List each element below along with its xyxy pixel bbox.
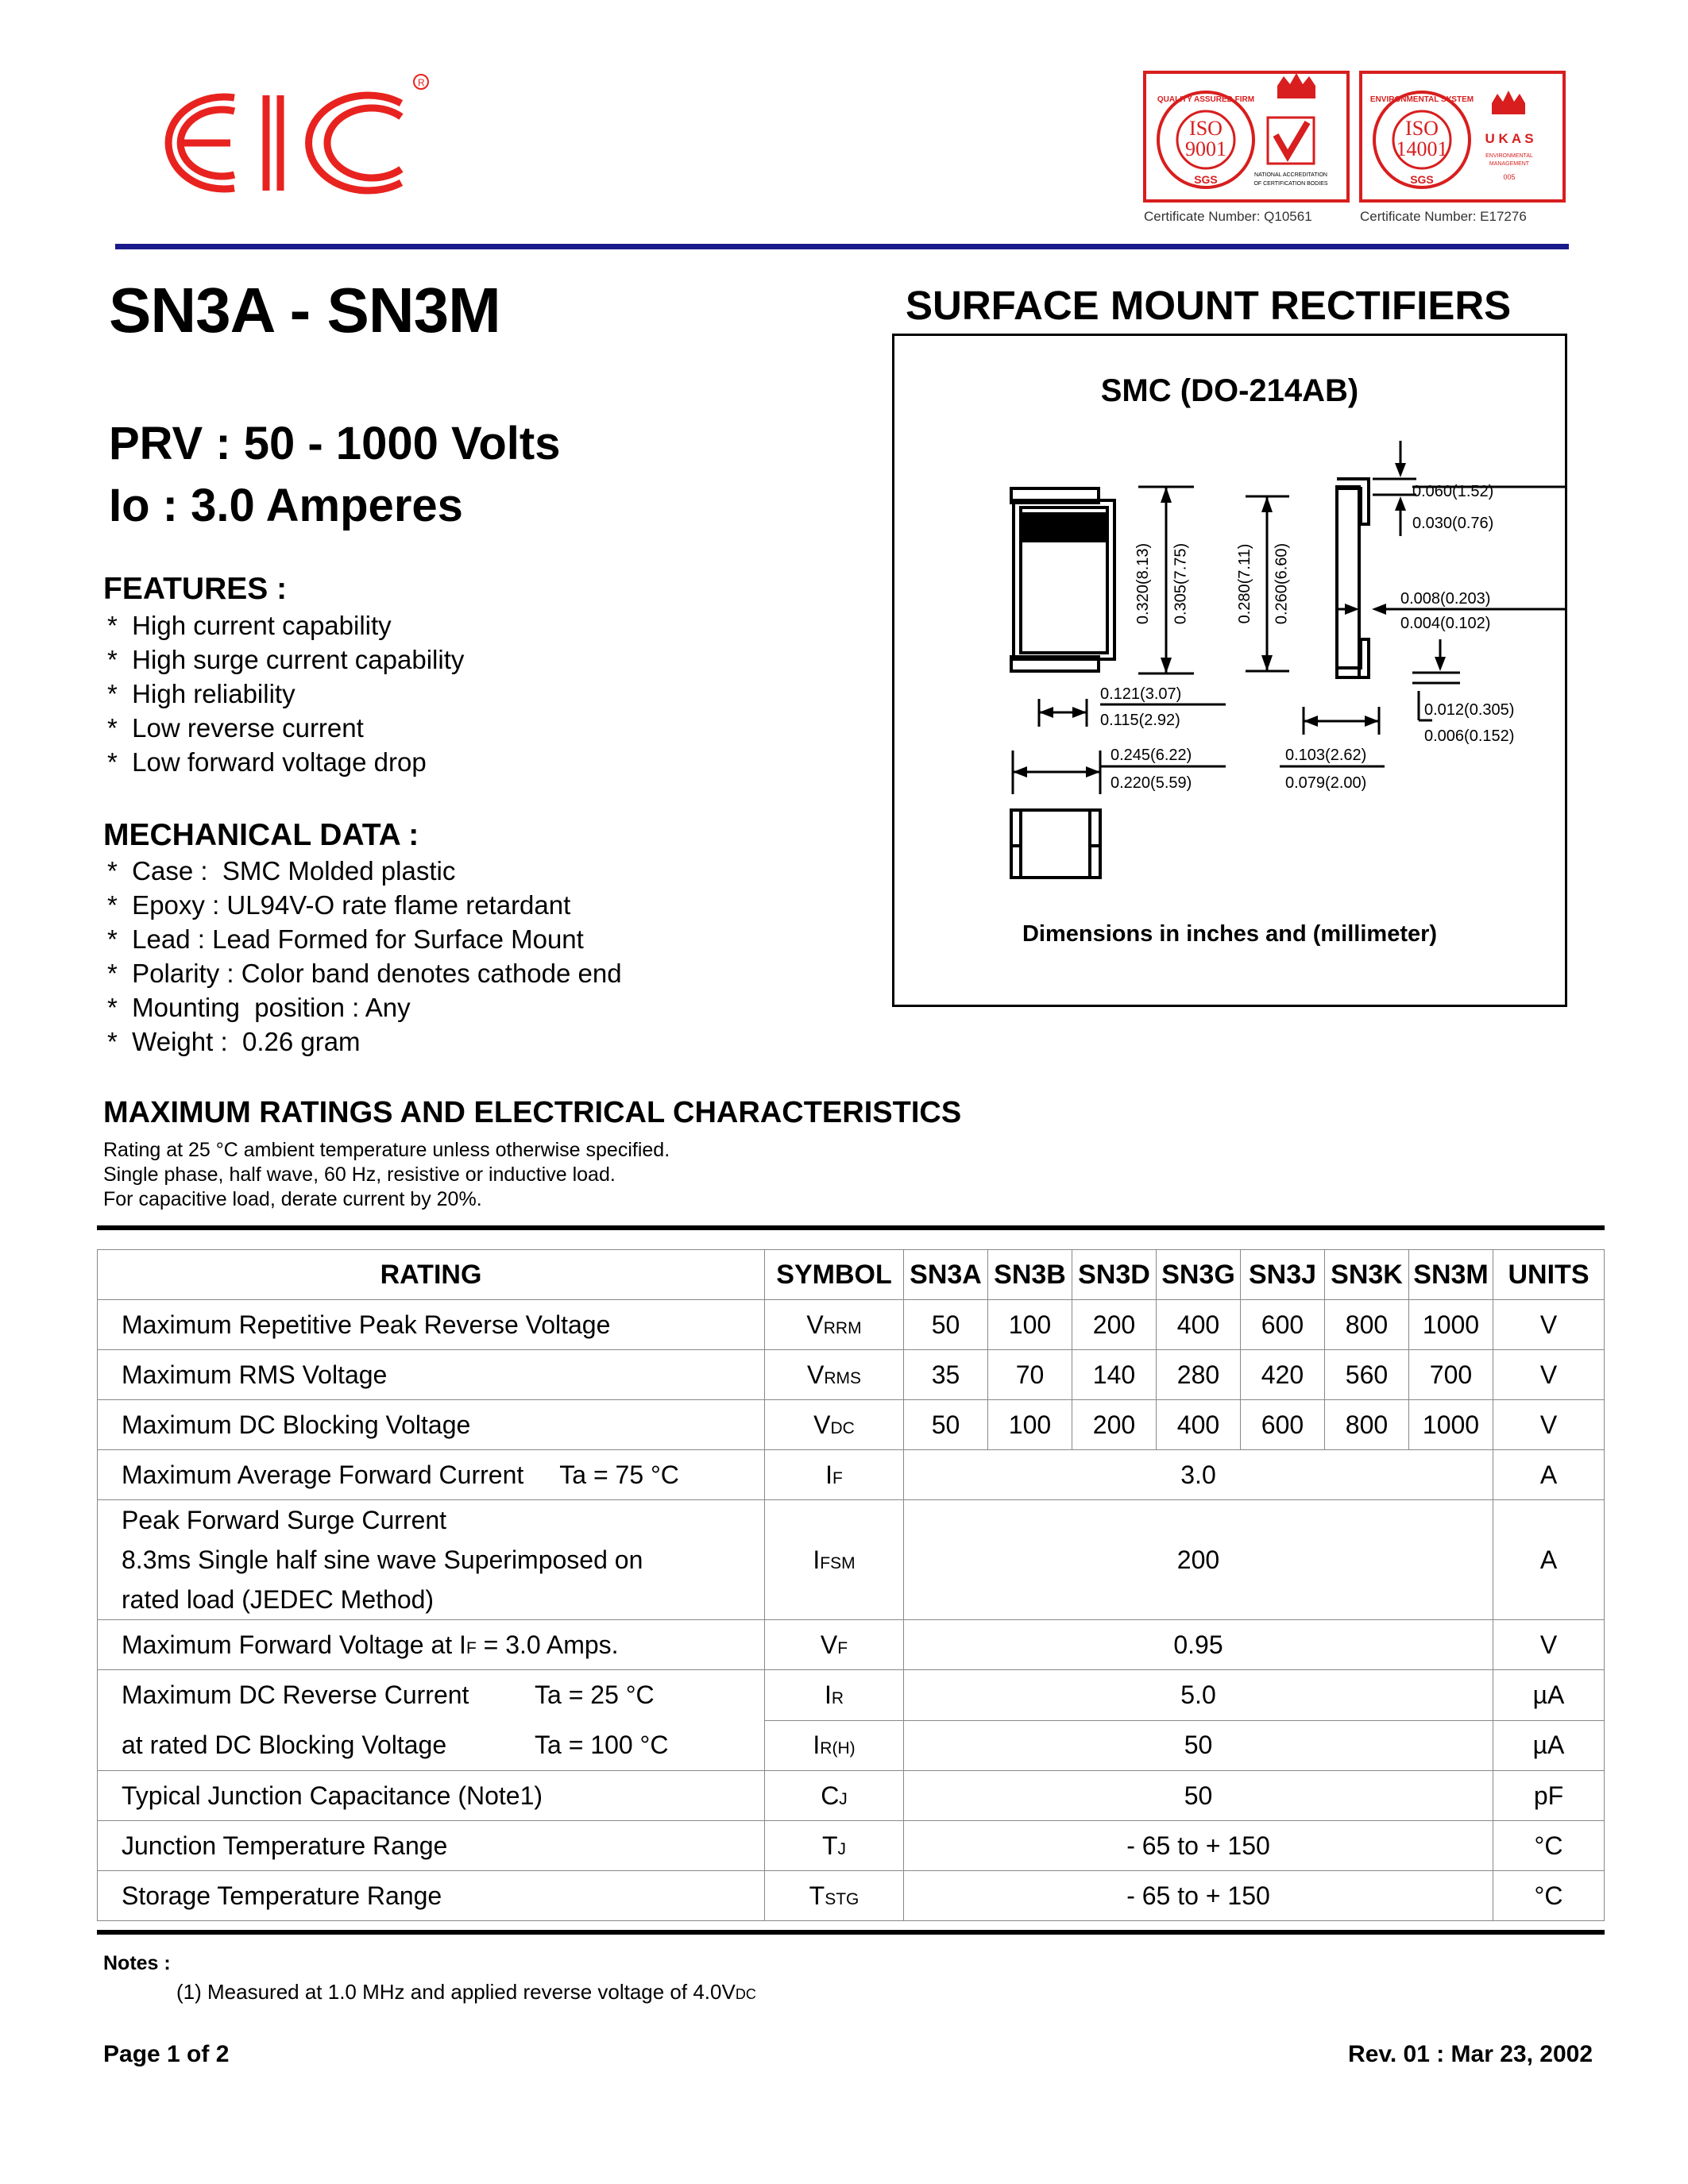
table-row — [98, 1871, 1605, 1921]
symbol-cell: IR — [765, 1670, 904, 1721]
dim-band-w-min: 0.115(2.92) — [1100, 712, 1180, 729]
value-cell: 0.95 — [904, 1620, 1493, 1670]
mechanical-list — [107, 854, 622, 1059]
dim-width-min: 0.220(5.59) — [1111, 774, 1192, 792]
symbol-cell: VRMS — [765, 1350, 904, 1400]
ratings-heading: MAXIMUM RATINGS AND ELECTRICAL CHARACTERISTICS — [103, 1096, 962, 1129]
unit-cell: A — [1493, 1450, 1605, 1500]
rating-cell: Maximum Repetitive Peak Reverse Voltage — [98, 1300, 765, 1350]
table-row — [98, 1350, 1605, 1400]
value-cell: 600 — [1241, 1300, 1325, 1350]
eic-logo — [147, 68, 433, 218]
header-rule — [115, 244, 1569, 249]
value-cell: 600 — [1241, 1400, 1325, 1450]
rating-cell: Typical Junction Capacitance (Note1) — [98, 1771, 765, 1821]
table-row — [98, 1400, 1605, 1450]
page-title: SN3A - SN3M — [109, 275, 500, 345]
value-cell: 280 — [1157, 1350, 1241, 1400]
condition-line: For capacitive load, derate current by 20%. — [103, 1188, 482, 1210]
condition-line: Rating at 25 °C ambient temperature unless otherwise specified. — [103, 1139, 670, 1161]
col-sn3m: SN3M — [1409, 1250, 1493, 1300]
rating-cell: Maximum DC Blocking Voltage — [98, 1400, 765, 1450]
svg-text:MANAGEMENT: MANAGEMENT — [1489, 161, 1530, 167]
prv-line: PRV : 50 - 1000 Volts — [109, 418, 561, 469]
svg-text:NATIONAL ACCREDITATION: NATIONAL ACCREDITATION — [1254, 172, 1327, 178]
condition-line: Single phase, half wave, 60 Hz, resistive or inductive load. — [103, 1163, 616, 1186]
mechanical-heading: MECHANICAL DATA : — [103, 818, 419, 852]
value-cell: 800 — [1325, 1300, 1409, 1350]
feature-item: * Low reverse current — [107, 713, 364, 743]
note-1: (1) Measured at 1.0 MHz and applied reverse voltage of 4.0VDC — [176, 1980, 756, 2004]
cert-number-e: Certificate Number: E17276 — [1360, 209, 1527, 224]
iso-number: 14001 — [1396, 137, 1448, 160]
mechanical-item: * Lead : Lead Formed for Surface Mount — [107, 924, 584, 954]
value-cell: 700 — [1409, 1350, 1493, 1400]
accreditor-code: 005 — [1503, 173, 1516, 181]
value-cell: - 65 to + 150 — [904, 1871, 1493, 1921]
table-row — [98, 1450, 1605, 1500]
revision-date: Rev. 01 : Mar 23, 2002 — [1348, 2041, 1593, 2067]
unit-cell: V — [1493, 1400, 1605, 1450]
col-sn3b: SN3B — [988, 1250, 1072, 1300]
symbol-cell: VDC — [765, 1400, 904, 1450]
symbol-cell: TSTG — [765, 1871, 904, 1921]
unit-cell: °C — [1493, 1871, 1605, 1921]
io-line: Io : 3.0 Amperes — [109, 480, 463, 531]
unit-cell: µA — [1493, 1670, 1605, 1721]
svg-text:U K A S: U K A S — [1485, 131, 1534, 146]
value-cell: 100 — [988, 1400, 1072, 1450]
ratings-conditions — [103, 1138, 670, 1212]
condition-text: Ta = 75 °C — [559, 1460, 679, 1489]
unit-cell: °C — [1493, 1821, 1605, 1871]
value-cell: 200 — [1072, 1400, 1157, 1450]
page-number: Page 1 of 2 — [103, 2041, 230, 2067]
value-cell: 560 — [1325, 1350, 1409, 1400]
dim-gap-min: 0.004(0.102) — [1400, 615, 1491, 632]
col-sn3g: SN3G — [1157, 1250, 1241, 1300]
unit-cell: pF — [1493, 1771, 1605, 1821]
col-units: UNITS — [1493, 1250, 1605, 1300]
dim-stand-max: 0.012(0.305) — [1424, 701, 1515, 719]
col-rating: RATING — [98, 1250, 765, 1300]
value-cell: 35 — [904, 1350, 988, 1400]
dim-side-w-min: 0.079(2.00) — [1285, 774, 1367, 792]
dim-width-max: 0.245(6.22) — [1111, 747, 1192, 764]
notes-heading: Notes : — [103, 1952, 171, 1974]
table-top-rule — [97, 1225, 1605, 1230]
table-row — [98, 1300, 1605, 1350]
dim-stand-min: 0.006(0.152) — [1424, 727, 1515, 745]
mechanical-item: * Epoxy : UL94V-O rate flame retardant — [107, 890, 571, 920]
dim-h-body-max: 0.280(7.11) — [1236, 543, 1253, 624]
col-sn3j: SN3J — [1241, 1250, 1325, 1300]
value-cell: 1000 — [1409, 1400, 1493, 1450]
package-dimension-drawing — [892, 425, 1567, 901]
value-cell: 1000 — [1409, 1300, 1493, 1350]
unit-cell: V — [1493, 1350, 1605, 1400]
mechanical-item: * Case : SMC Molded plastic — [107, 856, 456, 886]
symbol-cell: VF — [765, 1620, 904, 1670]
feature-item: * High current capability — [107, 611, 392, 640]
table-bottom-rule — [97, 1930, 1605, 1935]
value-cell: 50 — [904, 1720, 1493, 1771]
symbol-cell: IFSM — [765, 1500, 904, 1620]
iso-label: ISO — [1405, 117, 1439, 140]
table-header-row — [98, 1250, 1605, 1300]
features-list — [107, 608, 464, 779]
value-cell: 400 — [1157, 1400, 1241, 1450]
cert-number-q: Certificate Number: Q10561 — [1144, 209, 1312, 224]
table-row — [98, 1771, 1605, 1821]
table-row — [98, 1821, 1605, 1871]
rating-cell: Storage Temperature Range — [98, 1871, 765, 1921]
page-subtitle: SURFACE MOUNT RECTIFIERS — [906, 283, 1512, 328]
mechanical-item: * Weight : 0.26 gram — [107, 1027, 361, 1056]
mechanical-item: * Mounting position : Any — [107, 993, 411, 1022]
package-title: SMC (DO-214AB) — [1100, 373, 1359, 408]
ratings-table — [97, 1249, 1605, 1921]
dim-gap-max: 0.008(0.203) — [1400, 590, 1491, 608]
symbol-cell: IF — [765, 1450, 904, 1500]
dim-lead-t-max: 0.060(1.52) — [1412, 483, 1494, 500]
symbol-cell: VRRM — [765, 1300, 904, 1350]
value-cell: 200 — [1072, 1300, 1157, 1350]
features-heading: FEATURES : — [103, 572, 288, 606]
dimensions-note: Dimensions in inches and (millimeter) — [1022, 921, 1438, 947]
table-row — [98, 1620, 1605, 1670]
rating-cell: Maximum Forward Voltage at IF = 3.0 Amps. — [98, 1620, 765, 1670]
table-row — [98, 1500, 1605, 1620]
iso-number: 9001 — [1185, 137, 1226, 160]
table-row — [98, 1670, 1605, 1721]
feature-item: * High reliability — [107, 679, 295, 708]
value-cell: 400 — [1157, 1300, 1241, 1350]
dim-h-outer-max: 0.320(8.13) — [1134, 542, 1152, 625]
prv-spec — [109, 413, 560, 537]
value-cell: 800 — [1325, 1400, 1409, 1450]
symbol-cell: IR(H) — [765, 1720, 904, 1771]
unit-cell: A — [1493, 1500, 1605, 1620]
feature-item: * High surge current capability — [107, 645, 465, 674]
unit-cell: µA — [1493, 1720, 1605, 1771]
rating-cell: Peak Forward Surge Current 8.3ms Single half sine wave Superimposed on rated load (JEDEC Method) — [98, 1500, 765, 1620]
svg-text:R: R — [418, 77, 425, 88]
col-sn3d: SN3D — [1072, 1250, 1157, 1300]
value-cell: 420 — [1241, 1350, 1325, 1400]
col-sn3k: SN3K — [1325, 1250, 1409, 1300]
iso-14001-cert-badge — [1358, 70, 1566, 203]
dim-side-w-max: 0.103(2.62) — [1285, 747, 1367, 764]
value-cell: 100 — [988, 1300, 1072, 1350]
cert-body: SGS — [1194, 173, 1218, 186]
unit-cell: V — [1493, 1620, 1605, 1670]
iso-label: ISO — [1189, 117, 1223, 140]
iso-9001-cert-badge — [1142, 70, 1350, 203]
svg-text:ENVIRONMENTAL: ENVIRONMENTAL — [1485, 153, 1533, 159]
value-cell: 140 — [1072, 1350, 1157, 1400]
mechanical-item: * Polarity : Color band denotes cathode end — [107, 959, 622, 988]
ring-text: ENVIRONMENTAL SYSTEM — [1369, 95, 1474, 104]
value-cell: 200 — [904, 1500, 1493, 1620]
rating-cell: Maximum Average Forward Current Ta = 75 °C — [98, 1450, 765, 1500]
dim-h-body-min: 0.260(6.60) — [1273, 542, 1291, 625]
value-cell: - 65 to + 150 — [904, 1821, 1493, 1871]
dim-band-w-max: 0.121(3.07) — [1100, 685, 1182, 703]
rating-cell: Maximum RMS Voltage — [98, 1350, 765, 1400]
rating-cell: Maximum DC Reverse Current Ta = 25 °C at rated DC Blocking Voltage Ta = 100 °C — [98, 1670, 765, 1771]
ring-text: QUALITY ASSURED FIRM — [1157, 95, 1255, 104]
feature-item: * Low forward voltage drop — [107, 747, 427, 777]
dim-h-outer-min: 0.305(7.75) — [1172, 542, 1190, 625]
value-cell: 50 — [904, 1400, 988, 1450]
value-cell: 5.0 — [904, 1670, 1493, 1721]
col-sn3a: SN3A — [904, 1250, 988, 1300]
unit-cell: V — [1493, 1300, 1605, 1350]
col-symbol: SYMBOL — [765, 1250, 904, 1300]
symbol-cell: CJ — [765, 1771, 904, 1821]
value-cell: 3.0 — [904, 1450, 1493, 1500]
dim-lead-t-min: 0.030(0.76) — [1412, 515, 1494, 532]
symbol-cell: TJ — [765, 1821, 904, 1871]
value-cell: 50 — [904, 1300, 988, 1350]
value-cell: 50 — [904, 1771, 1493, 1821]
cert-body: SGS — [1410, 173, 1434, 186]
rating-cell: Junction Temperature Range — [98, 1821, 765, 1871]
value-cell: 70 — [988, 1350, 1072, 1400]
cathode-band — [1022, 512, 1106, 542]
svg-text:OF CERTIFICATION BODIES: OF CERTIFICATION BODIES — [1253, 181, 1328, 187]
